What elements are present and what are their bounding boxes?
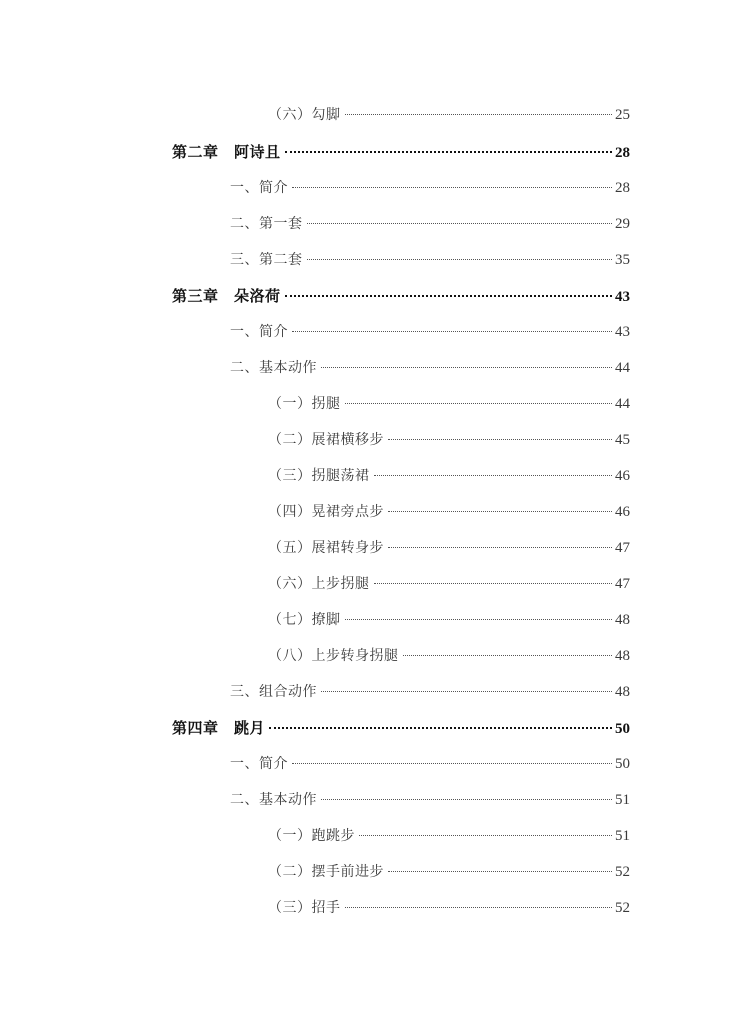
toc-entry-label: （三）招手 (268, 900, 341, 916)
toc-chapter-entry[interactable] (172, 140, 630, 164)
dot-leader (388, 547, 612, 548)
toc-entry-page: 48 (615, 612, 630, 628)
toc-entry[interactable] (230, 356, 630, 380)
toc-entry[interactable] (268, 608, 630, 632)
dot-leader (345, 619, 613, 620)
toc-entry[interactable] (268, 103, 630, 127)
toc-entry-page: 48 (615, 684, 630, 700)
toc-entry-label: （一）拐腿 (268, 396, 341, 412)
dot-leader (345, 114, 613, 115)
toc-entry-label: （五）展裙转身步 (268, 540, 384, 556)
dot-leader (345, 403, 613, 404)
toc-entry[interactable] (268, 644, 630, 668)
toc-entry-label: 一、简介 (230, 756, 288, 772)
dot-leader (292, 187, 612, 188)
toc-entry-label: 三、第二套 (230, 252, 303, 268)
dot-leader (388, 511, 612, 512)
toc-entry-page: 47 (615, 540, 630, 556)
toc-entry[interactable] (268, 464, 630, 488)
toc-entry-page: 25 (615, 107, 630, 123)
toc-entry-page: 51 (615, 792, 630, 808)
dot-leader (307, 223, 613, 224)
toc-entry-label: 三、组合动作 (230, 684, 317, 700)
toc-entry[interactable] (230, 788, 630, 812)
toc-entry-label: （六）上步拐腿 (268, 576, 370, 592)
toc-entry[interactable] (268, 536, 630, 560)
toc-chapter-entry[interactable] (172, 284, 630, 308)
dot-leader (321, 367, 612, 368)
toc-entry-page: 48 (615, 648, 630, 664)
dot-leader (285, 151, 612, 153)
toc-entry-label: （三）拐腿荡裙 (268, 468, 370, 484)
toc-entry-page: 46 (615, 468, 630, 484)
dot-leader (321, 799, 612, 800)
toc-entry-label: （六）勾脚 (268, 107, 341, 123)
toc-entry-label: 第三章 朵洛荷 (172, 287, 281, 305)
toc-entry-page: 52 (615, 864, 630, 880)
toc-entry[interactable] (230, 320, 630, 344)
dot-leader (388, 871, 612, 872)
toc-entry[interactable] (268, 572, 630, 596)
toc-entry-page: 52 (615, 900, 630, 916)
toc-entry-label: （二）摆手前进步 (268, 864, 384, 880)
toc-entry[interactable] (268, 860, 630, 884)
toc-entry-page: 50 (615, 756, 630, 772)
dot-leader (388, 439, 612, 440)
toc-entry-label: （八）上步转身拐腿 (268, 648, 399, 664)
toc-entry-label: （一）跑跳步 (268, 828, 355, 844)
dot-leader (307, 259, 613, 260)
toc-entry-page: 51 (615, 828, 630, 844)
toc-entry-page: 29 (615, 216, 630, 232)
toc-entry-page: 35 (615, 252, 630, 268)
toc-entry-page: 44 (615, 396, 630, 412)
toc-entry-label: 一、简介 (230, 324, 288, 340)
dot-leader (269, 727, 612, 729)
toc-entry-label: 第四章 跳月 (172, 719, 266, 737)
toc-entry-page: 46 (615, 504, 630, 520)
toc-entry-label: 第二章 阿诗且 (172, 143, 281, 161)
toc-entry[interactable] (268, 428, 630, 452)
toc-entry[interactable] (268, 392, 630, 416)
toc-entry[interactable] (268, 896, 630, 920)
dot-leader (321, 691, 612, 692)
dot-leader (374, 583, 613, 584)
toc-entry[interactable] (230, 212, 630, 236)
toc-entry-page: 28 (615, 145, 630, 161)
dot-leader (345, 907, 613, 908)
toc-entry-label: 一、简介 (230, 180, 288, 196)
toc-entry-label: 二、基本动作 (230, 792, 317, 808)
toc-entry-page: 43 (615, 289, 630, 305)
dot-leader (359, 835, 612, 836)
toc-entry[interactable] (230, 176, 630, 200)
toc-entry-page: 50 (615, 721, 630, 737)
toc-entry-label: 二、基本动作 (230, 360, 317, 376)
toc-entry[interactable] (230, 680, 630, 704)
toc-entry[interactable] (268, 824, 630, 848)
toc-entry-label: （四）晃裙旁点步 (268, 504, 384, 520)
toc-entry[interactable] (230, 752, 630, 776)
toc-entry-label: 二、第一套 (230, 216, 303, 232)
toc-entry[interactable] (268, 500, 630, 524)
toc-chapter-entry[interactable] (172, 716, 630, 740)
toc-entry-label: （七）撩脚 (268, 612, 341, 628)
toc-entry-page: 43 (615, 324, 630, 340)
dot-leader (285, 295, 612, 297)
dot-leader (374, 475, 613, 476)
toc-entry-page: 47 (615, 576, 630, 592)
dot-leader (292, 331, 612, 332)
toc-entry-label: （二）展裙横移步 (268, 432, 384, 448)
toc-entry-page: 28 (615, 180, 630, 196)
toc-entry[interactable] (230, 248, 630, 272)
toc-entry-page: 45 (615, 432, 630, 448)
dot-leader (292, 763, 612, 764)
dot-leader (403, 655, 613, 656)
toc-entry-page: 44 (615, 360, 630, 376)
